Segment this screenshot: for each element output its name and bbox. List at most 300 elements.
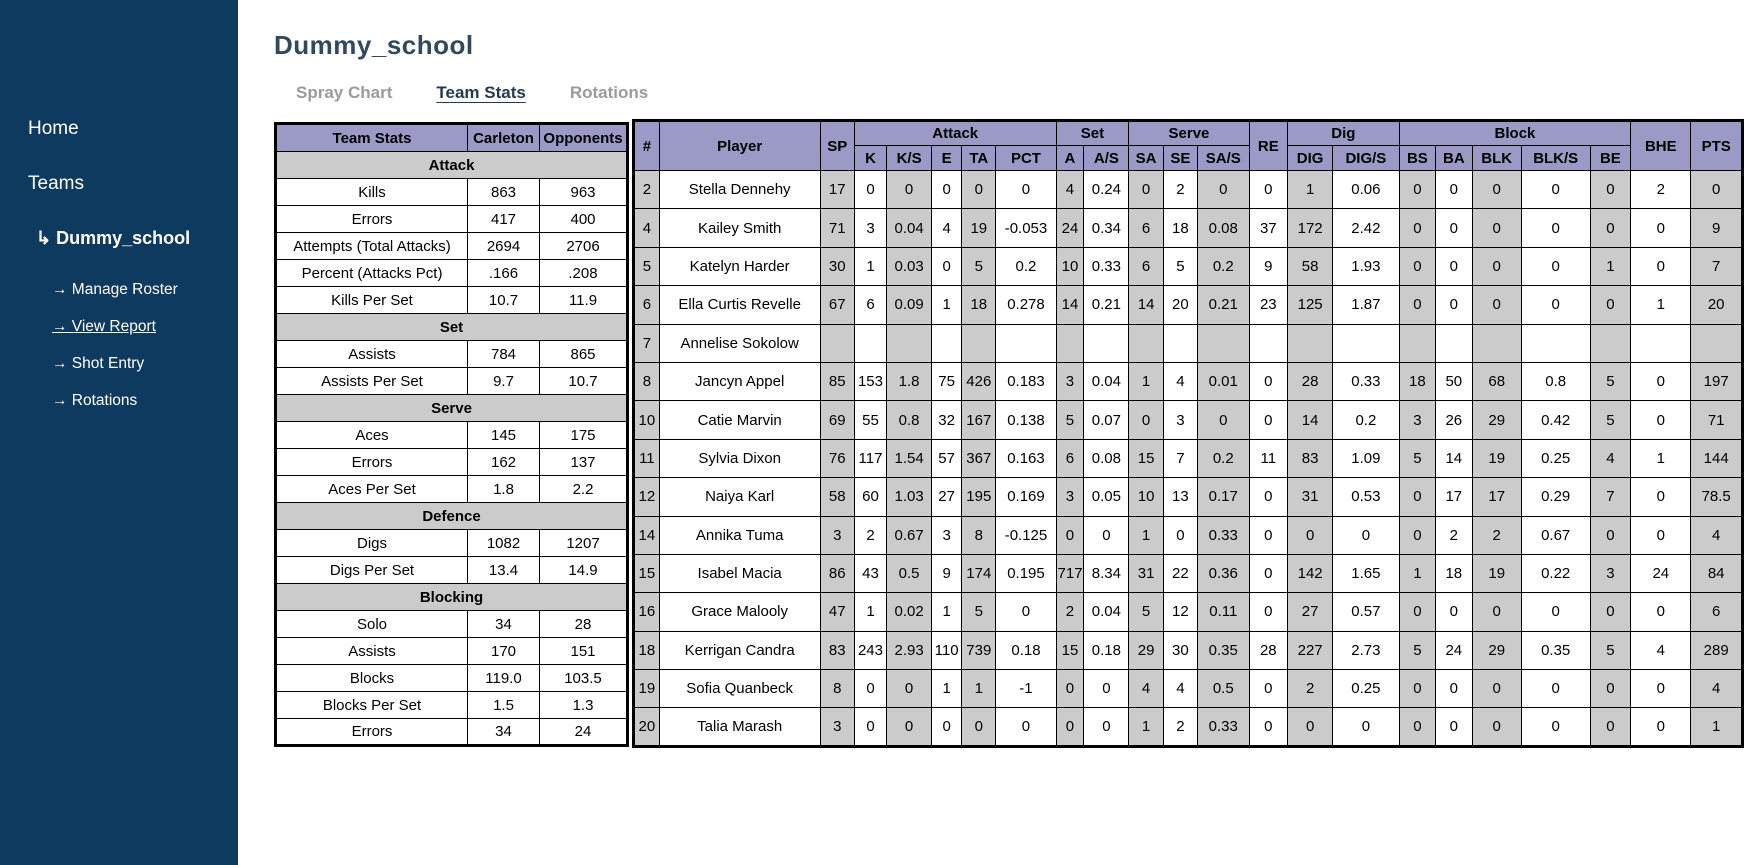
stat-cell: 67 xyxy=(820,286,854,324)
player-group-header: Block xyxy=(1399,121,1631,146)
stat-cell: 3 xyxy=(1399,401,1435,439)
team-stat-cell: Digs Per Set xyxy=(276,557,468,584)
stat-cell xyxy=(1084,324,1129,362)
team-stat-cell: 963 xyxy=(540,179,628,206)
jersey-number: 18 xyxy=(634,631,660,669)
stat-cell: 71 xyxy=(1691,401,1743,439)
team-stat-cell: Attempts (Total Attacks) xyxy=(276,233,468,260)
stat-cell: 0 xyxy=(887,708,932,746)
stat-cell: 0 xyxy=(1198,401,1249,439)
stat-cell: 4 xyxy=(932,209,962,247)
team-stat-cell: 784 xyxy=(468,341,540,368)
stat-cell: 1 xyxy=(1691,708,1743,746)
stat-cell: 28 xyxy=(1249,631,1288,669)
stat-cell: 9 xyxy=(1249,247,1288,285)
stat-cell: 0 xyxy=(932,708,962,746)
stat-cell: 57 xyxy=(932,439,962,477)
tables-region xyxy=(274,119,1756,748)
section-header: Set xyxy=(276,314,628,341)
tab-team-stats[interactable]: Team Stats xyxy=(436,83,526,102)
player-sub-header: K/S xyxy=(887,146,932,171)
stat-cell: 0 xyxy=(1399,670,1435,708)
stat-cell: 0 xyxy=(1472,286,1521,324)
stat-cell: 0 xyxy=(996,171,1056,209)
stat-cell: 0 xyxy=(1521,286,1590,324)
stat-cell: 0.5 xyxy=(1198,670,1249,708)
stat-cell: 5 xyxy=(1590,631,1631,669)
stat-cell: 2 xyxy=(1436,516,1472,554)
team-stats-col-header: Team Stats xyxy=(276,124,468,152)
stat-cell: 6 xyxy=(1056,439,1084,477)
stat-cell: 2 xyxy=(1472,516,1521,554)
stat-cell: 0 xyxy=(1472,209,1521,247)
stat-cell: 0 xyxy=(932,247,962,285)
stat-cell: 0 xyxy=(1129,401,1163,439)
stat-cell: 0.21 xyxy=(1084,286,1129,324)
stat-cell: 0 xyxy=(1590,171,1631,209)
player-name: Talia Marash xyxy=(659,708,820,746)
stat-cell: 0.34 xyxy=(1084,209,1129,247)
stat-cell: 0.42 xyxy=(1521,401,1590,439)
player-name: Annika Tuma xyxy=(659,516,820,554)
player-group-header: RE xyxy=(1249,121,1288,171)
stat-cell: 289 xyxy=(1691,631,1743,669)
player-name: Sofia Quanbeck xyxy=(659,670,820,708)
team-stat-cell: 10.7 xyxy=(468,287,540,314)
sidebar-item-rotations[interactable]: → Rotations xyxy=(52,392,138,409)
stat-cell: 2 xyxy=(1631,171,1691,209)
team-stat-cell: Digs xyxy=(276,530,468,557)
stat-cell: 142 xyxy=(1288,554,1333,592)
stat-cell: 0 xyxy=(1084,516,1129,554)
stat-cell xyxy=(1399,324,1435,362)
player-name: Sylvia Dixon xyxy=(659,439,820,477)
stat-cell: 3 xyxy=(820,516,854,554)
stat-cell: 6 xyxy=(1691,593,1743,631)
player-sub-header: BLK/S xyxy=(1521,146,1590,171)
player-row xyxy=(634,247,1743,285)
stat-cell: 0.5 xyxy=(887,554,932,592)
stat-cell: 0 xyxy=(1399,516,1435,554)
sidebar-item-team-name[interactable]: ↳ Dummy_school xyxy=(36,228,191,248)
player-name: Isabel Macia xyxy=(659,554,820,592)
stat-cell: 0.33 xyxy=(1198,516,1249,554)
stat-cell: 1 xyxy=(932,593,962,631)
stat-cell: 20 xyxy=(1163,286,1197,324)
stat-cell: 26 xyxy=(1436,401,1472,439)
stat-cell: 0 xyxy=(1590,516,1631,554)
stat-cell: 174 xyxy=(962,554,996,592)
team-stat-cell: Assists xyxy=(276,341,468,368)
stat-cell: 31 xyxy=(1129,554,1163,592)
stat-cell: 19 xyxy=(1472,554,1521,592)
player-group-header: Serve xyxy=(1129,121,1249,146)
stat-cell: 0 xyxy=(1521,708,1590,746)
stat-cell xyxy=(1288,324,1333,362)
stat-cell: 1 xyxy=(1129,516,1163,554)
stat-cell: 5 xyxy=(1399,631,1435,669)
stat-cell: 0.08 xyxy=(1084,439,1129,477)
player-name: Stella Dennehy xyxy=(659,171,820,209)
stat-cell: 0 xyxy=(1399,171,1435,209)
stat-cell: 0 xyxy=(1521,670,1590,708)
stat-cell xyxy=(1249,324,1288,362)
team-stat-row xyxy=(276,341,628,368)
stat-cell: 0.18 xyxy=(996,631,1056,669)
stat-cell xyxy=(1436,324,1472,362)
stat-cell: 4 xyxy=(1129,670,1163,708)
stat-cell xyxy=(932,324,962,362)
stat-cell: 0 xyxy=(1631,708,1691,746)
stat-cell: 58 xyxy=(820,478,854,516)
stat-cell: 0 xyxy=(1631,247,1691,285)
jersey-number: 6 xyxy=(634,286,660,324)
sidebar-item-home[interactable]: Home xyxy=(28,118,79,139)
stat-cell: 1 xyxy=(1129,708,1163,746)
team-stat-cell: 9.7 xyxy=(468,368,540,395)
stat-cell: 0 xyxy=(996,593,1056,631)
stat-cell: 5 xyxy=(1163,247,1197,285)
stat-cell: 0.07 xyxy=(1084,401,1129,439)
stat-cell xyxy=(1691,324,1743,362)
stat-cell: 1 xyxy=(854,247,886,285)
stat-cell: 10 xyxy=(1056,247,1084,285)
stat-cell: 30 xyxy=(820,247,854,285)
stat-cell: 5 xyxy=(962,247,996,285)
stat-cell xyxy=(1590,324,1631,362)
team-stat-cell: 10.7 xyxy=(540,368,628,395)
player-name: Kailey Smith xyxy=(659,209,820,247)
team-stat-cell: Blocks Per Set xyxy=(276,692,468,719)
team-stat-cell: Solo xyxy=(276,611,468,638)
player-sub-header: BE xyxy=(1590,146,1631,171)
stat-cell: 83 xyxy=(820,631,854,669)
stat-cell: 3 xyxy=(854,209,886,247)
stat-cell: 29 xyxy=(1472,631,1521,669)
stat-cell: 29 xyxy=(1129,631,1163,669)
team-stat-cell: 170 xyxy=(468,638,540,665)
jersey-number: 12 xyxy=(634,478,660,516)
stat-cell xyxy=(1129,324,1163,362)
stat-cell xyxy=(1472,324,1521,362)
player-name: Naiya Karl xyxy=(659,478,820,516)
stat-cell: 0.33 xyxy=(1198,708,1249,746)
stat-cell: 0 xyxy=(854,171,886,209)
stat-cell: 0 xyxy=(887,670,932,708)
stat-cell: 0 xyxy=(1399,478,1435,516)
stat-cell: 0 xyxy=(1249,171,1288,209)
player-sub-header: BA xyxy=(1436,146,1472,171)
stat-cell: 1 xyxy=(1631,439,1691,477)
stat-cell: 27 xyxy=(1288,593,1333,631)
team-stat-cell: 175 xyxy=(540,422,628,449)
stat-cell: 0 xyxy=(1521,593,1590,631)
stat-cell: 0.53 xyxy=(1333,478,1400,516)
player-group-header: PTS xyxy=(1691,121,1743,171)
team-stat-cell: 1.5 xyxy=(468,692,540,719)
stat-cell: 0 xyxy=(1631,670,1691,708)
player-row xyxy=(634,362,1743,400)
stat-cell: 0 xyxy=(1288,516,1333,554)
section-row xyxy=(276,503,628,530)
stat-cell: 1 xyxy=(1129,362,1163,400)
team-stat-cell: 14.9 xyxy=(540,557,628,584)
player-row xyxy=(634,593,1743,631)
stat-cell: 78.5 xyxy=(1691,478,1743,516)
team-stat-cell: 145 xyxy=(468,422,540,449)
player-name: Catie Marvin xyxy=(659,401,820,439)
stat-cell: 0.22 xyxy=(1521,554,1590,592)
tab-spray-chart[interactable]: Spray Chart xyxy=(296,83,393,102)
team-stat-cell: Kills Per Set xyxy=(276,287,468,314)
stat-cell: 18 xyxy=(1436,554,1472,592)
stat-cell xyxy=(820,324,854,362)
stat-cell: 0.195 xyxy=(996,554,1056,592)
stat-cell: 5 xyxy=(962,593,996,631)
stat-cell: 0 xyxy=(1129,171,1163,209)
stat-cell: 3 xyxy=(1163,401,1197,439)
stat-cell xyxy=(1333,324,1400,362)
stat-cell: 8 xyxy=(962,516,996,554)
stat-cell: 0 xyxy=(1590,286,1631,324)
stat-cell: 18 xyxy=(962,286,996,324)
sidebar xyxy=(0,0,238,865)
stat-cell: 0 xyxy=(1631,362,1691,400)
stat-cell: 5 xyxy=(1056,401,1084,439)
stat-cell: 243 xyxy=(854,631,886,669)
player-row xyxy=(634,324,1743,362)
stat-cell: 0 xyxy=(1333,708,1400,746)
sidebar-item-view-report[interactable]: → View Report xyxy=(52,318,156,335)
section-row xyxy=(276,314,628,341)
stat-cell: 0.36 xyxy=(1198,554,1249,592)
stat-cell: 50 xyxy=(1436,362,1472,400)
stat-cell: 0 xyxy=(1436,247,1472,285)
stat-cell: 0 xyxy=(1436,171,1472,209)
player-row xyxy=(634,708,1743,746)
stat-cell: 0.04 xyxy=(1084,593,1129,631)
stat-cell: 5 xyxy=(1590,401,1631,439)
stat-cell: 0 xyxy=(1472,171,1521,209)
stat-cell: 5 xyxy=(1399,439,1435,477)
team-stat-cell: 11.9 xyxy=(540,287,628,314)
stat-cell: 0 xyxy=(932,171,962,209)
stat-cell: 0 xyxy=(1249,478,1288,516)
stat-cell: 17 xyxy=(1436,478,1472,516)
team-stat-cell: Aces xyxy=(276,422,468,449)
stat-cell: 20 xyxy=(1691,286,1743,324)
stat-cell: 2.73 xyxy=(1333,631,1400,669)
player-group-header: Attack xyxy=(854,121,1056,146)
team-stat-row xyxy=(276,557,628,584)
stat-cell: 0.04 xyxy=(887,209,932,247)
team-stat-cell: .166 xyxy=(468,260,540,287)
stat-cell: 8.34 xyxy=(1084,554,1129,592)
team-stat-cell: 2706 xyxy=(540,233,628,260)
stat-cell: 0.04 xyxy=(1084,362,1129,400)
stat-cell: 0 xyxy=(1399,286,1435,324)
stat-cell: 13 xyxy=(1163,478,1197,516)
sidebar-item-teams[interactable]: Teams xyxy=(28,173,84,194)
stat-cell: 0.03 xyxy=(887,247,932,285)
stat-cell: 3 xyxy=(1056,478,1084,516)
player-row xyxy=(634,209,1743,247)
jersey-number: 14 xyxy=(634,516,660,554)
stat-cell: 6 xyxy=(1129,209,1163,247)
stat-cell: 1 xyxy=(962,670,996,708)
team-stat-cell: 1207 xyxy=(540,530,628,557)
team-stat-row xyxy=(276,692,628,719)
stat-cell: 1.87 xyxy=(1333,286,1400,324)
team-stat-row xyxy=(276,665,628,692)
stat-cell: 43 xyxy=(854,554,886,592)
stat-cell: 31 xyxy=(1288,478,1333,516)
stat-cell: 4 xyxy=(1631,631,1691,669)
stat-cell: 75 xyxy=(932,362,962,400)
sidebar-item-shot-entry[interactable]: → Shot Entry xyxy=(52,355,145,372)
team-stat-cell: Assists xyxy=(276,638,468,665)
stat-cell: 0.2 xyxy=(1198,439,1249,477)
stat-cell: 0 xyxy=(1521,171,1590,209)
stat-cell: 0.18 xyxy=(1084,631,1129,669)
stat-cell: 0 xyxy=(1590,670,1631,708)
stat-cell: 0 xyxy=(1399,209,1435,247)
stat-cell: 0.169 xyxy=(996,478,1056,516)
team-stats-col-header: Carleton xyxy=(468,124,540,152)
stat-cell: 7 xyxy=(1590,478,1631,516)
team-stat-row xyxy=(276,233,628,260)
stat-cell: 0 xyxy=(1399,593,1435,631)
stat-cell: 32 xyxy=(932,401,962,439)
stat-cell: 153 xyxy=(854,362,886,400)
stat-cell: 0.67 xyxy=(887,516,932,554)
stat-cell: 15 xyxy=(1056,631,1084,669)
stat-cell: 167 xyxy=(962,401,996,439)
stat-cell xyxy=(996,324,1056,362)
jersey-number: 4 xyxy=(634,209,660,247)
stat-cell: 4 xyxy=(1691,670,1743,708)
section-row xyxy=(276,584,628,611)
stat-cell: 0 xyxy=(996,708,1056,746)
player-sub-header: PCT xyxy=(996,146,1056,171)
stat-cell: 37 xyxy=(1249,209,1288,247)
team-stat-cell: 34 xyxy=(468,719,540,746)
stat-cell: 0 xyxy=(1399,247,1435,285)
stat-cell: 1.09 xyxy=(1333,439,1400,477)
team-stat-row xyxy=(276,287,628,314)
stat-cell: 2 xyxy=(1163,171,1197,209)
stat-cell: 5 xyxy=(1590,362,1631,400)
team-stat-cell: Errors xyxy=(276,449,468,476)
stat-cell: 3 xyxy=(932,516,962,554)
stat-cell: 27 xyxy=(932,478,962,516)
stat-cell: 117 xyxy=(854,439,886,477)
stat-cell: 69 xyxy=(820,401,854,439)
stat-cell: 0.8 xyxy=(1521,362,1590,400)
stat-cell: 0 xyxy=(1631,478,1691,516)
team-stat-cell: 2.2 xyxy=(540,476,628,503)
stat-cell: 0 xyxy=(1084,708,1129,746)
stat-cell: 10 xyxy=(1129,478,1163,516)
sidebar-item-manage-roster[interactable]: → Manage Roster xyxy=(52,281,178,298)
player-sub-header: SE xyxy=(1163,146,1197,171)
team-stat-cell: 1082 xyxy=(468,530,540,557)
stat-cell: 5 xyxy=(1129,593,1163,631)
player-stats-table xyxy=(632,119,1744,748)
page-title: Dummy_school xyxy=(274,30,474,60)
tab-bar xyxy=(296,83,1756,103)
stat-cell: 2 xyxy=(1056,593,1084,631)
stat-cell: 0.17 xyxy=(1198,478,1249,516)
stat-cell xyxy=(1198,324,1249,362)
stat-cell: 0 xyxy=(1590,593,1631,631)
stat-cell: 86 xyxy=(820,554,854,592)
team-stat-row xyxy=(276,368,628,395)
stat-cell: 0.2 xyxy=(996,247,1056,285)
player-group-header: Set xyxy=(1056,121,1129,146)
player-sub-header: BLK xyxy=(1472,146,1521,171)
stat-cell: 0 xyxy=(1084,670,1129,708)
team-stat-cell: Kills xyxy=(276,179,468,206)
section-row xyxy=(276,152,628,179)
stat-cell: 0 xyxy=(1472,247,1521,285)
stat-cell: 0 xyxy=(1249,708,1288,746)
stat-cell: 0.67 xyxy=(1521,516,1590,554)
jersey-number: 16 xyxy=(634,593,660,631)
stat-cell: 0 xyxy=(1436,708,1472,746)
team-stat-cell: 865 xyxy=(540,341,628,368)
player-group-header: # xyxy=(634,121,660,171)
stat-cell: 0.06 xyxy=(1333,171,1400,209)
stat-cell: 0 xyxy=(1691,171,1743,209)
stat-cell: 739 xyxy=(962,631,996,669)
stat-cell: 4 xyxy=(1691,516,1743,554)
team-stats-header-row xyxy=(276,124,628,152)
player-sub-header: BS xyxy=(1399,146,1435,171)
stat-cell: 717 xyxy=(1056,554,1084,592)
stat-cell: 0.02 xyxy=(887,593,932,631)
stat-cell: 1.8 xyxy=(887,362,932,400)
stat-cell: 2.93 xyxy=(887,631,932,669)
stat-cell: 23 xyxy=(1249,286,1288,324)
stat-cell: 0.11 xyxy=(1198,593,1249,631)
tab-rotations[interactable]: Rotations xyxy=(569,83,649,102)
jersey-number: 15 xyxy=(634,554,660,592)
team-stat-cell: Assists Per Set xyxy=(276,368,468,395)
stat-cell: 227 xyxy=(1288,631,1333,669)
stat-cell: 2.42 xyxy=(1333,209,1400,247)
stat-cell: 8 xyxy=(820,670,854,708)
team-stat-row xyxy=(276,638,628,665)
stat-cell: 0 xyxy=(1521,247,1590,285)
stat-cell: 0.163 xyxy=(996,439,1056,477)
stat-cell: 0.57 xyxy=(1333,593,1400,631)
stat-cell: 0 xyxy=(962,171,996,209)
stat-cell: 144 xyxy=(1691,439,1743,477)
stat-cell: 0.138 xyxy=(996,401,1056,439)
jersey-number: 2 xyxy=(634,171,660,209)
stat-cell: 0 xyxy=(887,171,932,209)
stat-cell: 9 xyxy=(932,554,962,592)
stat-cell: 125 xyxy=(1288,286,1333,324)
team-stat-cell: 1.8 xyxy=(468,476,540,503)
stat-cell: 0 xyxy=(1436,670,1472,708)
stat-cell: 1 xyxy=(1288,171,1333,209)
stat-cell: 0.35 xyxy=(1521,631,1590,669)
stat-cell: 0.24 xyxy=(1084,171,1129,209)
team-stat-cell: Aces Per Set xyxy=(276,476,468,503)
stat-cell: 24 xyxy=(1056,209,1084,247)
